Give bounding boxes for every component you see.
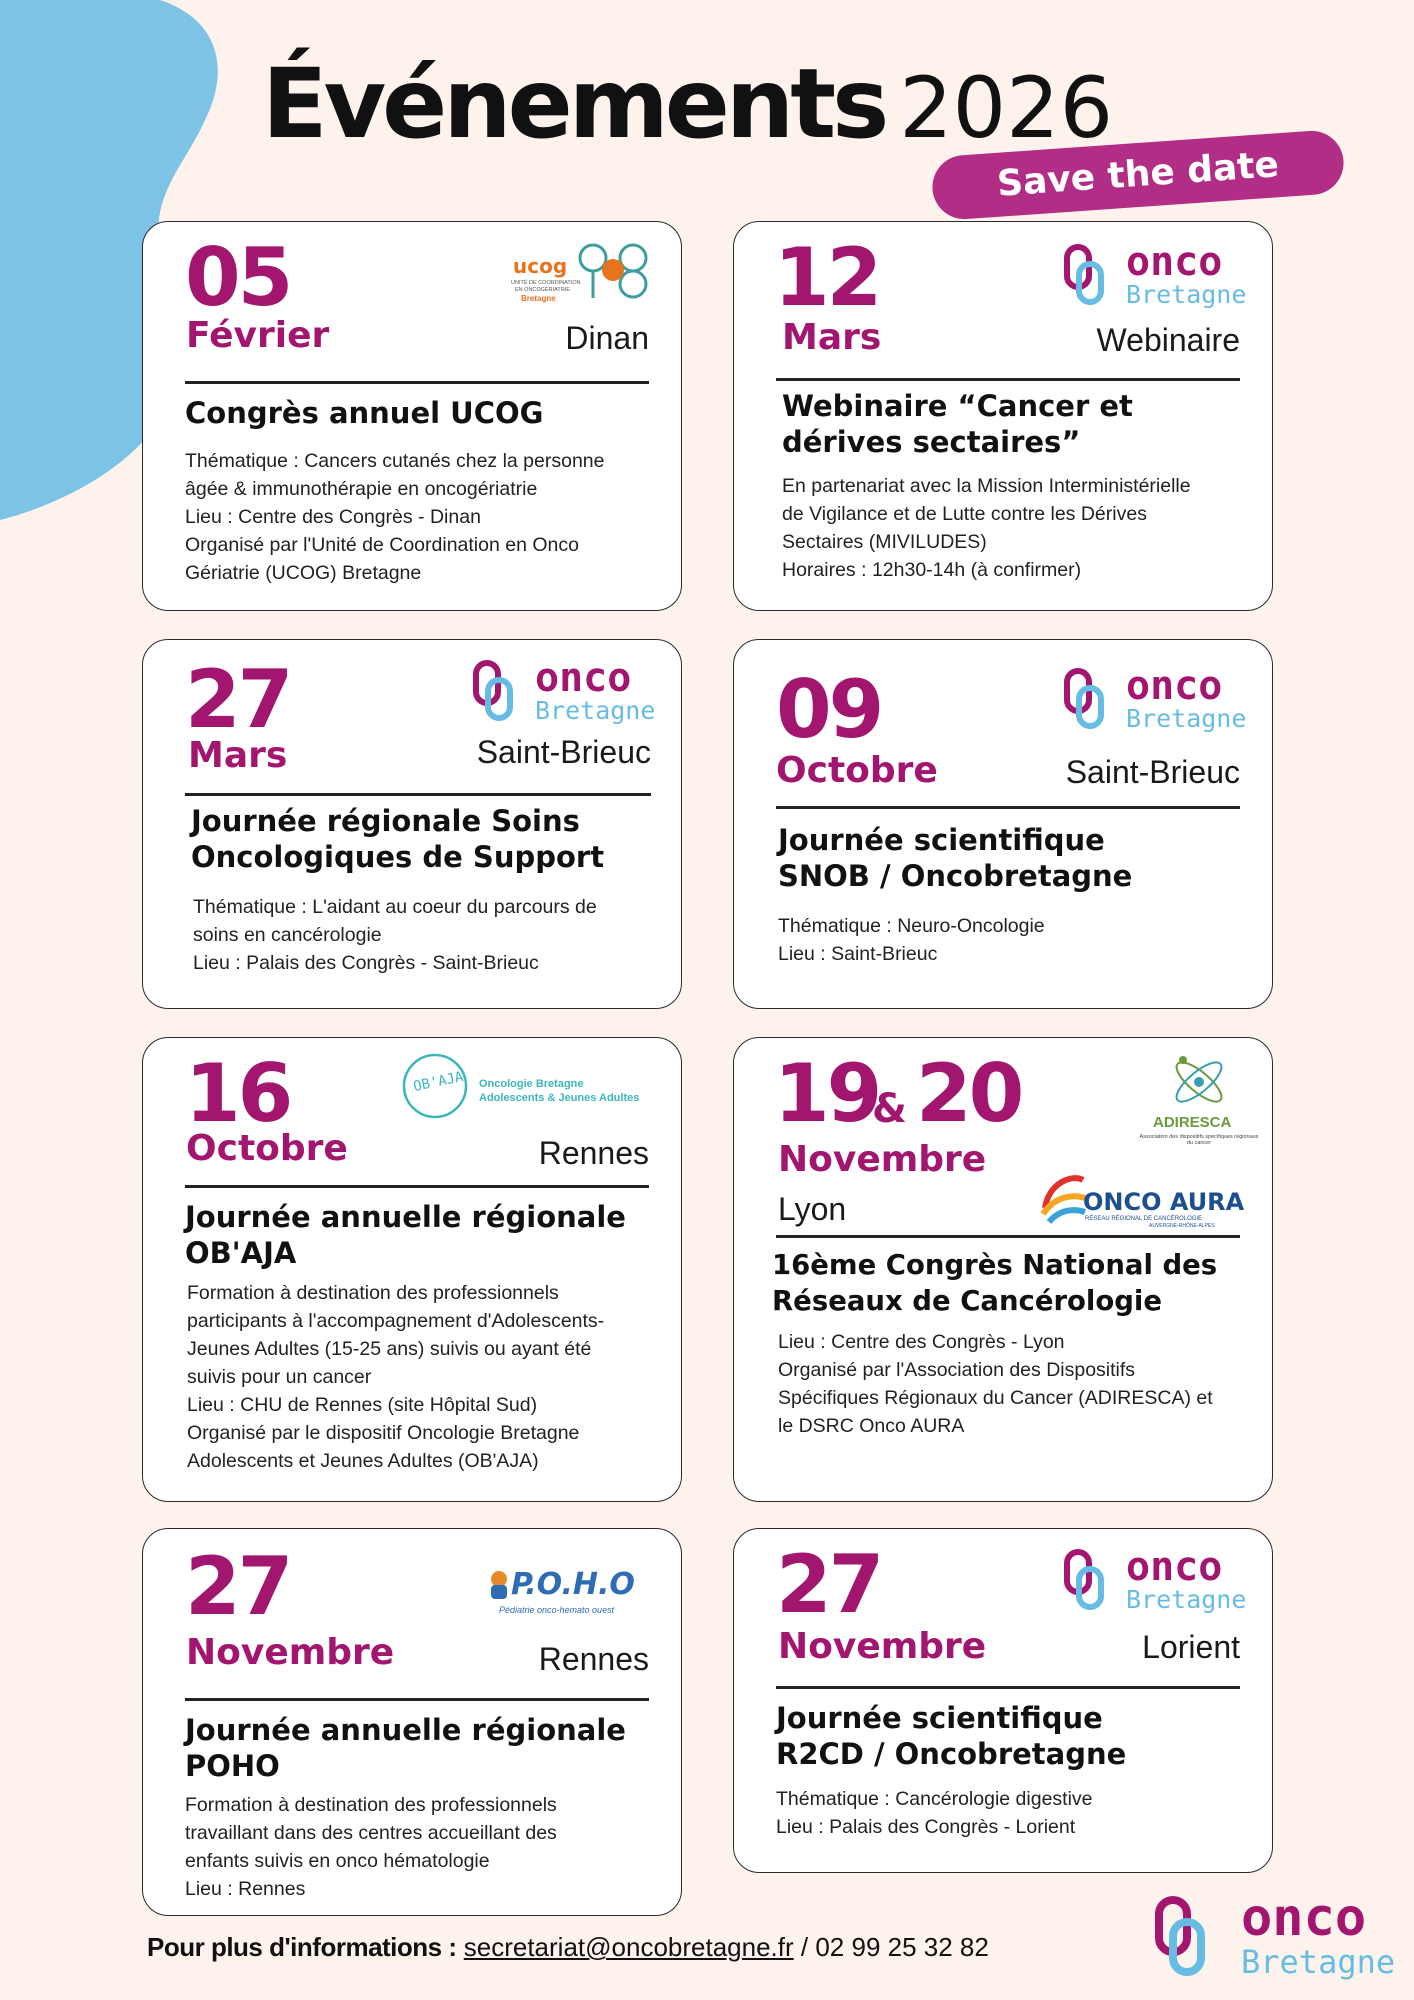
divider (776, 378, 1240, 381)
event-title: Journée régionale Soins Oncologiques de Support (191, 804, 605, 874)
save-the-date-badge: Save the date (930, 129, 1345, 222)
event-card-obaja (142, 1037, 682, 1502)
event-description: Formation à destination des professionnels participants à l'accompagnement d'Adolescents- Jeunes Adultes (15-25 ans) suivis ou ayant été suivis pour un cancer Lieu : CHU de Rennes (site Hôpital Sud) Organisé par le dispositif Oncologie Bretagne Adolescents et Jeunes Adultes (OB'AJA) (187, 1282, 605, 1472)
onco-bretagne-logo: onco Bretagne (1064, 664, 1244, 734)
event-description: Thématique : Cancers cutanés chez la personne âgée & immunothérapie en oncogériatrie Lieu : Centre des Congrès - Dinan Organisé par l'Unité de Coordination en Onco Gériatrie (UCOG) Bretagne (185, 450, 605, 584)
divider (776, 806, 1240, 809)
event-description: Thématique : Cancérologie digestive Lieu : Palais des Congrès - Lorient (776, 1788, 1093, 1838)
event-card-webinaire (733, 221, 1273, 611)
event-day: 05 (185, 231, 291, 324)
title-year: 2026 (899, 59, 1114, 157)
event-city: Lorient (1142, 1629, 1240, 1665)
event-month: Février (186, 315, 330, 356)
obaja-logo: OB'AJA Oncologie Bretagne Adolescents & Jeunes Adultes (401, 1052, 671, 1124)
poho-logo: P.O.H.O Pédiatrie onco-hemato ouest (485, 1565, 655, 1625)
divider (776, 1686, 1240, 1689)
event-description: Lieu : Centre des Congrès - Lyon Organisé par l'Association des Dispositifs Spécifiques Régionaux du Cancer (ADIRESCA) et le DSRC Onco AURA (778, 1331, 1213, 1437)
event-month: Octobre (776, 750, 938, 791)
footer-label: Pour plus d'informations : (147, 1932, 457, 1962)
footer-email-link[interactable]: secretariat@oncobretagne.fr (463, 1932, 794, 1962)
footer-phone: / 02 99 25 32 82 (800, 1932, 989, 1962)
divider (185, 1698, 649, 1701)
event-city: Lyon (778, 1191, 847, 1227)
event-title: Journée annuelle régionale POHO (185, 1713, 626, 1783)
event-description: Formation à destination des professionnels travaillant dans des centres accueillant des enfants suivis en onco hématologie Lieu : Rennes (185, 1794, 557, 1900)
onco-bretagne-logo: onco Bretagne (1064, 240, 1244, 310)
event-card-congres-national (733, 1037, 1273, 1502)
event-day: 27 (185, 653, 291, 746)
event-title: Journée annuelle régionale OB'AJA (185, 1200, 626, 1270)
onco-bretagne-footer-logo: onco Bretagne (1155, 1890, 1395, 1990)
event-city: Rennes (538, 1641, 649, 1677)
event-card-poho (142, 1528, 682, 1916)
event-card-ucog (142, 221, 682, 611)
event-card-r2cd (733, 1528, 1273, 1873)
divider (185, 381, 649, 384)
divider (185, 793, 651, 796)
event-day: 27 (776, 1538, 882, 1631)
footer-contact (147, 1932, 989, 1963)
event-description: En partenariat avec la Mission Interministérielle de Vigilance et de Lutte contre les Dérives Sectaires (MIVILUDES) Horaires : 12h30-14h (à confirmer) (782, 475, 1191, 581)
adiresca-logo: ADIRESCA Association des dispositifs spécifiques régionaux du cancer (1139, 1052, 1259, 1152)
event-ampersand: & (872, 1086, 907, 1132)
event-description: Thématique : Neuro-Oncologie Lieu : Saint-Brieuc (778, 915, 1045, 965)
onco-bretagne-logo: onco Bretagne (473, 656, 653, 726)
event-description: Thématique : L'aidant au coeur du parcours de soins en cancérologie Lieu : Palais des Congrès - Saint-Brieuc (193, 896, 597, 974)
event-day-end: 20 (916, 1047, 1022, 1140)
event-city: Dinan (565, 320, 649, 356)
page-title (262, 48, 1113, 160)
event-month: Mars (782, 317, 882, 358)
event-card-snob (733, 639, 1273, 1009)
onco-bretagne-logo: onco Bretagne (1064, 1545, 1244, 1615)
event-card-soins-support (142, 639, 682, 1009)
event-title: Webinaire “Cancer et dérives sectaires” (782, 389, 1133, 459)
event-day: 27 (185, 1540, 291, 1633)
divider (185, 1185, 649, 1188)
event-title: Congrès annuel UCOG (185, 396, 544, 430)
event-city: Saint-Brieuc (1065, 754, 1240, 790)
onco-aura-logo: ONCO AURA RÉSEAU RÉGIONAL DE CANCÉROLOGIE AUVERGNE-RHÔNE-ALPES (1039, 1168, 1249, 1230)
event-month: Novembre (778, 1139, 987, 1180)
title-main: Événements (262, 48, 886, 160)
event-day: 09 (776, 663, 882, 756)
event-city: Webinaire (1096, 322, 1240, 358)
event-city: Saint-Brieuc (476, 734, 651, 770)
event-title: Journée scientifique SNOB / Oncobretagne (778, 823, 1133, 893)
ucog-logo: ucog UNITÉ DE COORDINATION EN ONCOGÉRIATRIE Bretagne (511, 240, 651, 310)
event-month: Novembre (778, 1626, 987, 1667)
event-title: Journée scientifique R2CD / Oncobretagne (776, 1701, 1127, 1771)
event-day: 16 (185, 1047, 291, 1140)
event-month: Novembre (186, 1632, 395, 1673)
event-title: 16ème Congrès National des Réseaux de Cancérologie (772, 1249, 1218, 1317)
event-day: 12 (774, 231, 880, 324)
event-city: Rennes (538, 1135, 649, 1171)
divider (776, 1235, 1240, 1238)
event-month: Mars (188, 735, 288, 776)
event-day: 19 (774, 1047, 880, 1140)
event-month: Octobre (186, 1128, 348, 1169)
